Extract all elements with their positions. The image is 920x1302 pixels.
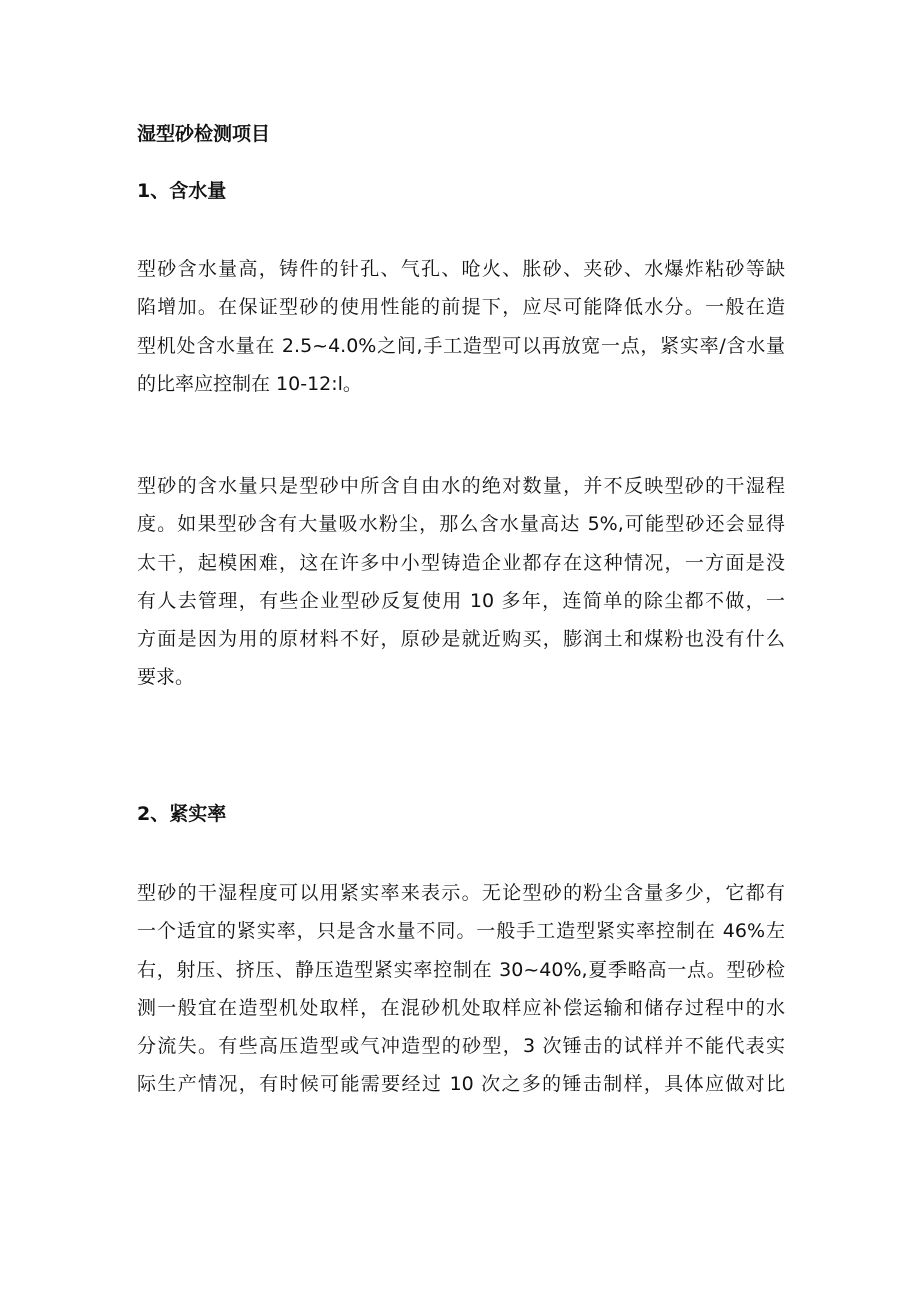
text-line: 际生产情况，有时候可能需要经过 10 次之多的锤击制样，具体应做对比	[137, 1073, 785, 1096]
paragraph-moisture-2	[137, 467, 785, 697]
text-line: 太干，起模困难，这在许多中小型铸造企业都存在这种情况，一方面是没	[137, 551, 785, 574]
text-line: 型机处含水量在 2.5~4.0%之间,手工造型可以再放宽一点，紧实率/含水量	[137, 334, 785, 357]
text-line: 要求。	[137, 666, 195, 689]
text-line: 度。如果型砂含有大量吸水粉尘，那么含水量高达 5%,可能型砂还会显得	[137, 513, 785, 536]
text-line: 型砂含水量高，铸件的针孔、气孔、呛火、胀砂、夹砂、水爆炸粘砂等缺	[137, 258, 785, 280]
paragraph-moisture-1	[137, 250, 785, 403]
text-line: 型砂的干湿程度可以用紧实率来表示。无论型砂的粉尘含量多少，它都有	[137, 882, 785, 904]
text-line: 方面是因为用的原材料不好，原砂是就近购买，膨润土和煤粉也没有什么	[137, 628, 785, 651]
text-line: 的比率应控制在 10-12:l。	[137, 372, 362, 395]
document-title: 湿型砂检测项目	[137, 123, 271, 145]
text-line: 一个适宜的紧实率，只是含水量不同。一般手工造型紧实率控制在 46%左	[137, 920, 785, 943]
text-line: 分流失。有些高压造型或气冲造型的砂型，3 次锤击的试样并不能代表实	[137, 1035, 785, 1058]
text-line: 右，射压、挤压、静压造型紧实率控制在 30~40%,夏季略高一点。型砂检	[137, 958, 785, 981]
paragraph-compactability-1	[137, 874, 785, 1104]
text-line: 有人去管理，有些企业型砂反复使用 10 多年，连简单的除尘都不做，一	[137, 589, 785, 612]
text-line: 陷增加。在保证型砂的使用性能的前提下，应尽可能降低水分。一般在造	[137, 296, 785, 319]
text-line: 测一般宜在造型机处取样，在混砂机处取样应补偿运输和储存过程中的水	[137, 996, 785, 1019]
text-line: 型砂的含水量只是型砂中所含自由水的绝对数量，并不反映型砂的干湿程	[137, 475, 785, 497]
section-heading-moisture: 1、含水量	[137, 180, 227, 202]
section-heading-compactability: 2、紧实率	[137, 803, 227, 825]
